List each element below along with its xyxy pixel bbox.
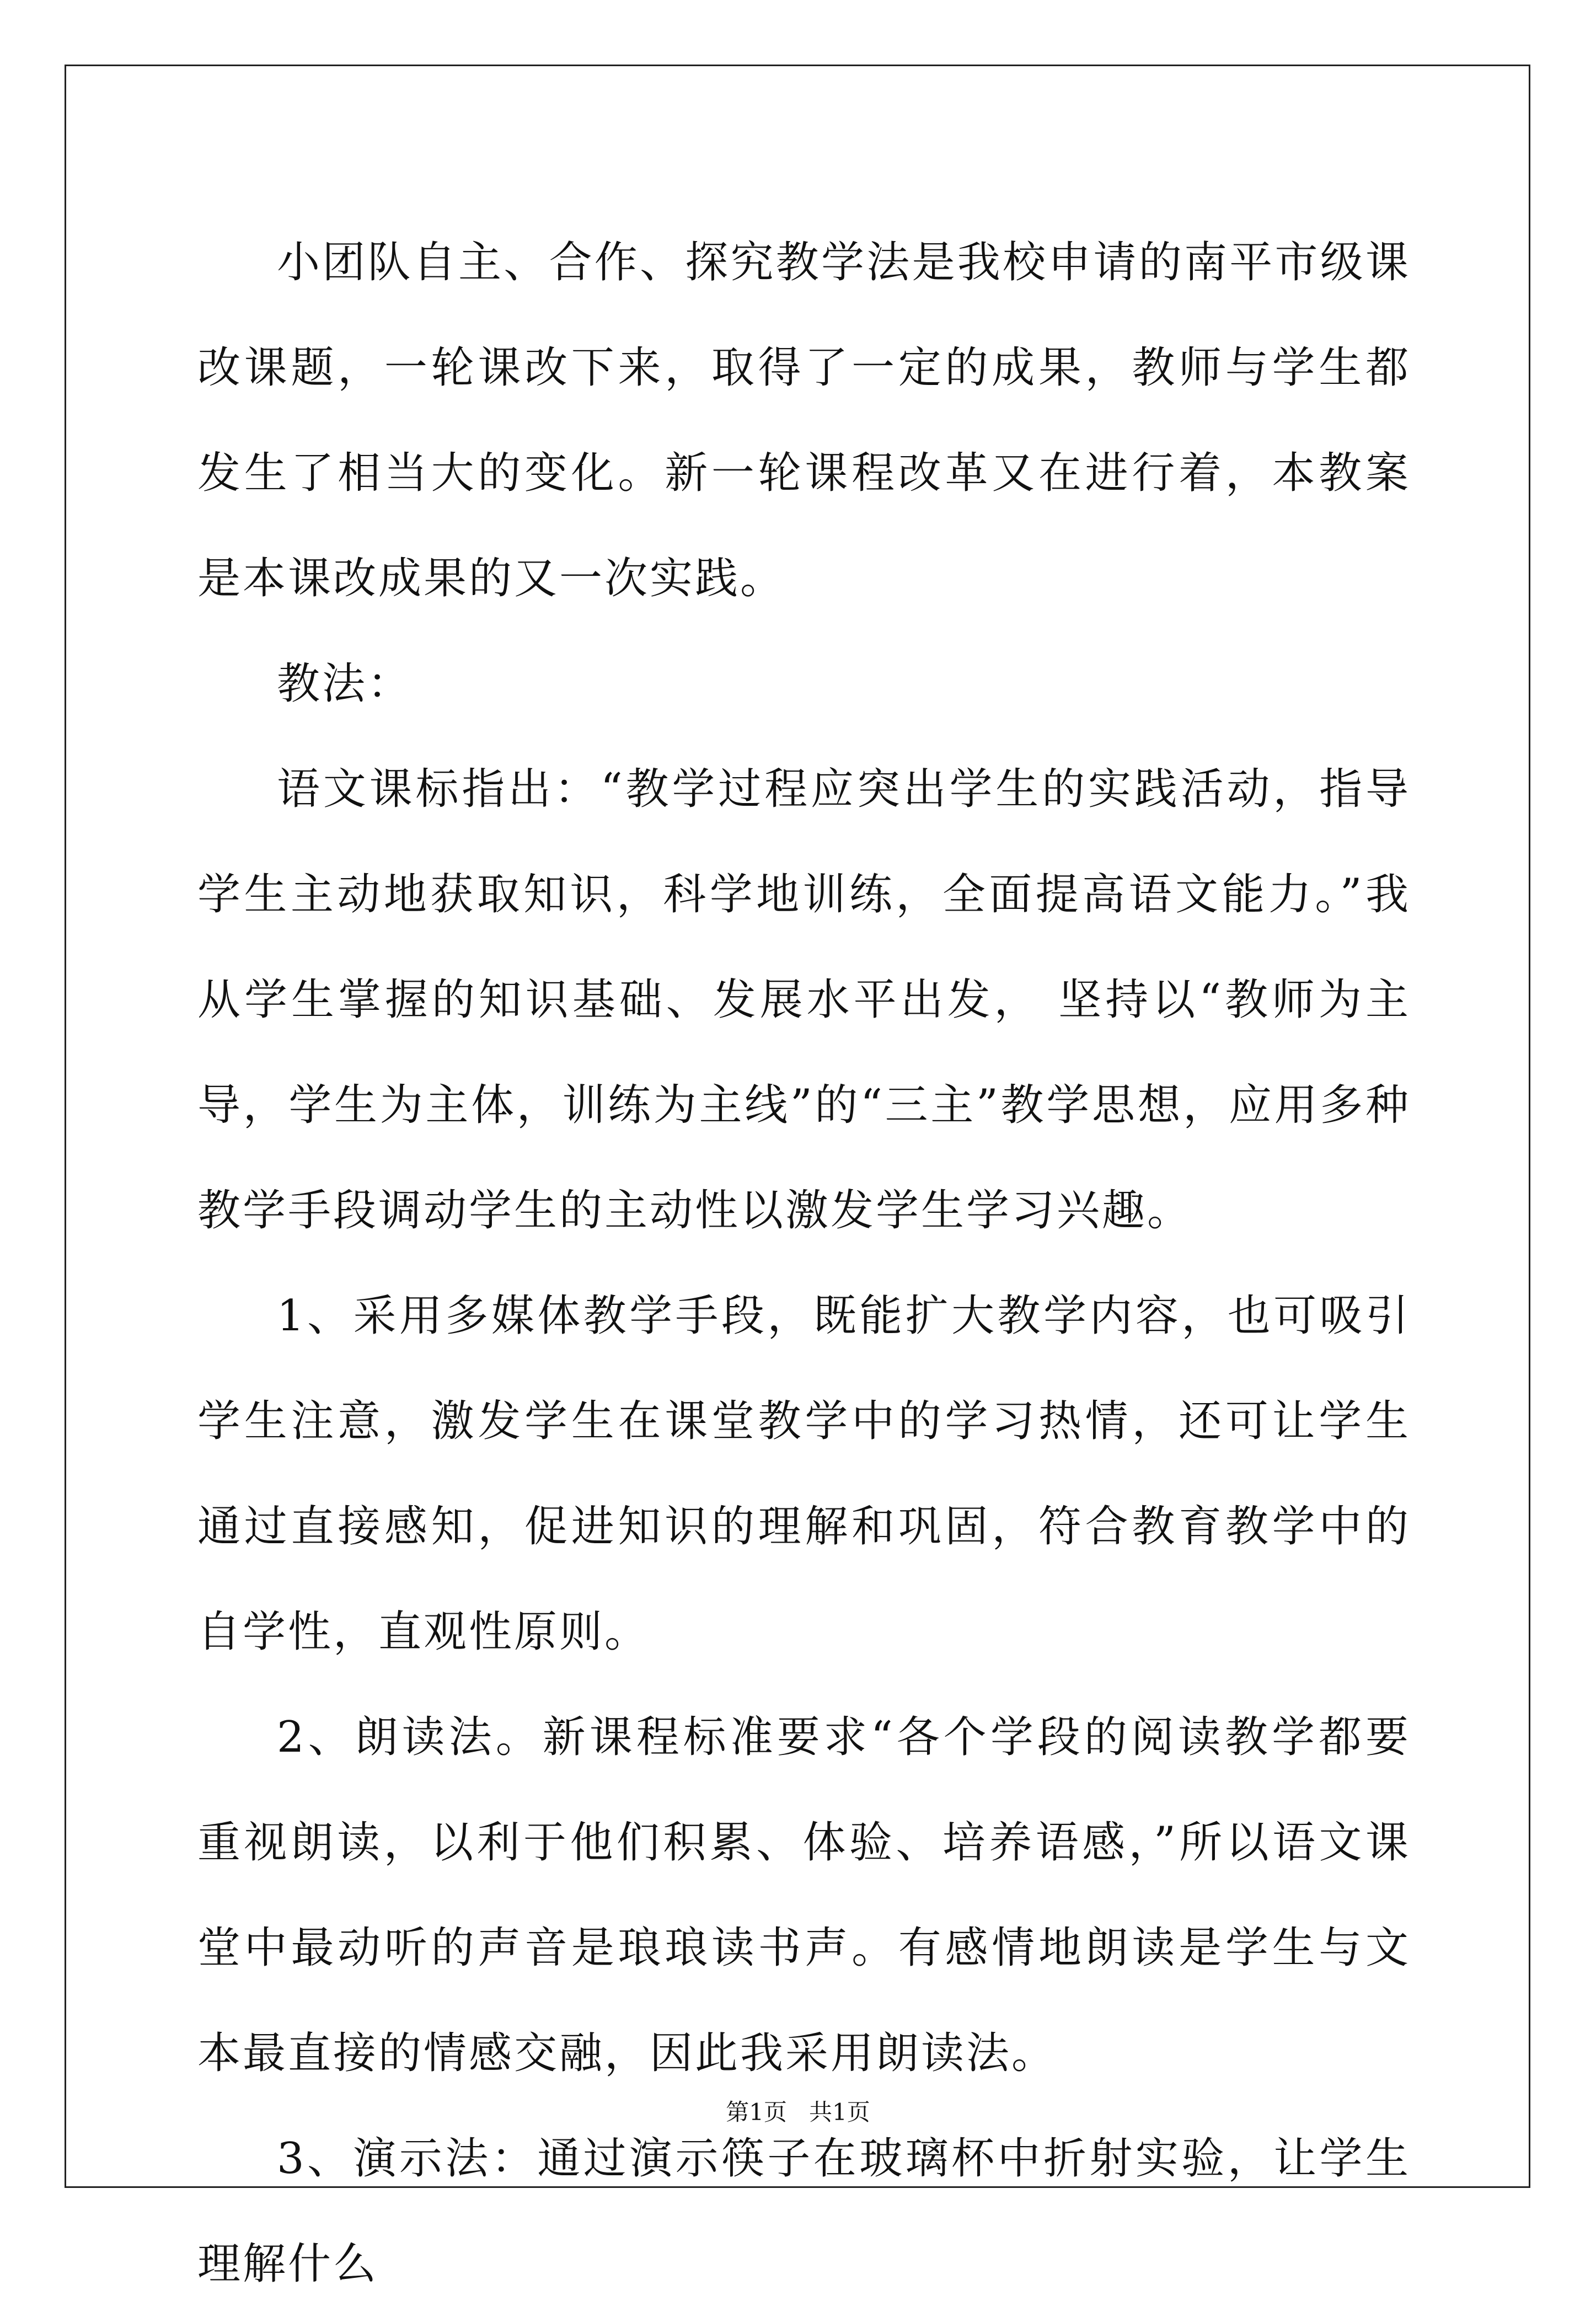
paragraph-method-demonstration: 3、演示法：通过演示筷子在玻璃杯中折射实验，让学生理解什么 (197, 2134, 1411, 2289)
paragraph-intro: 小团队自主、合作、探究教学法是我校申请的南平市级课改课题，一轮课改下来，取得了一定的成果，教师与学生都发生了相当大的变化。新一轮课程改革又在进行着，本教案是本课改成果的又一次实践。 (197, 238, 1411, 603)
page-number-total: 共1页 (809, 2099, 870, 2126)
paragraph-method-reading-aloud: 2、朗读法。新课程标准要求“各个学段的阅读教学都要重视朗读，以利于他们积累、体验、培养语感，”所以语文课堂中最动听的声音是琅琅读书声。有感情地朗读是学生与文本最直接的情感交融，因此我采用朗读法。 (197, 1713, 1411, 2078)
paragraph-method-multimedia: 1、采用多媒体教学手段，既能扩大教学内容，也可吸引学生注意，激发学生在课堂教学中的学习热情，还可让学生通过直接感知，促进知识的理解和巩固，符合教育教学中的自学性，直观性原则。 (197, 1291, 1411, 1657)
paragraph-curriculum-standard: 语文课标指出：“教学过程应突出学生的实践活动，指导学生主动地获取知识，科学地训练，全面提高语文能力。”我从学生掌握的知识基础、发展水平出发， 坚持以“教师为主导，学生为主体，训练为主线”的“三主”教学思想，应用多种教学手段调动学生的主动性以激发学生学习兴趣。 (197, 764, 1411, 1235)
page-number-current: 第1页 (726, 2099, 787, 2126)
page-footer (0, 2096, 1596, 2129)
paragraph-teaching-method-heading: 教法： (277, 659, 413, 709)
document-body (197, 210, 1411, 2317)
